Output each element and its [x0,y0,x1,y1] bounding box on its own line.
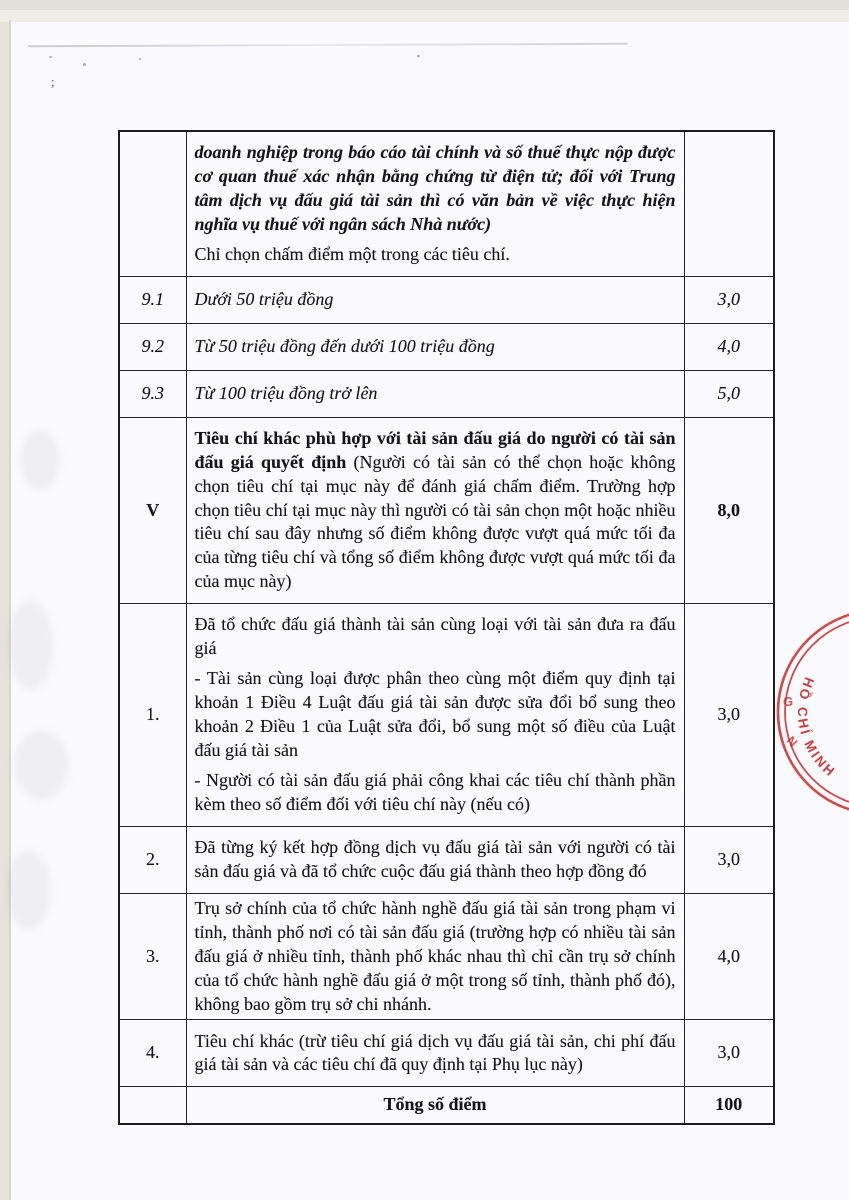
row-number-cell: 9.1 [119,276,186,323]
criteria-text-cell: Từ 50 triệu đồng đến dưới 100 triệu đồng [186,323,684,370]
score-cell: 8,0 [684,417,774,604]
scan-edge-top [0,0,849,10]
criteria-text-cell: Trụ sở chính của tổ chức hành nghề đấu giá tài sản trong phạm vi tỉnh, thành phố nơi có tài sản đấu giá (trường hợp có nhiều tài sản đấu giá ở nhiều tỉnh, thành phố khác nhau thì chỉ cần trụ sở chính của tổ chức hành nghề đấu giá ở một trong số tỉnh, thành phố đó), không bao gồm trụ sở chi nhánh. [186,893,684,1020]
scan-speck [417,55,420,57]
table-row-9-2 [119,323,774,370]
score-cell: 3,0 [684,276,774,323]
total-score-cell: 100 [684,1087,774,1125]
criteria-lead-bold: Tiêu chí khác phù hợp với tài sản đấu giá do người có tài sản đấu giá quyết định [194,427,676,472]
table-row-section-v [119,417,774,604]
criteria-text-cell: Đã từng ký kết hợp đồng dịch vụ đấu giá tài sản với người có tài sản đấu giá và đã tổ chức cuộc đấu giá thành theo hợp đồng đó [186,826,684,893]
score-cell: 3,0 [684,826,774,893]
stamp-inner-letter-n: N [783,733,801,750]
table-row-total [119,1087,774,1125]
scan-speck [139,58,141,60]
table-row-continuation [119,131,774,276]
row-number-cell: 2. [119,826,186,893]
bleedthrough-smudge [20,430,60,490]
criteria-text-cell: Tiêu chí khác (trừ tiêu chí giá dịch vụ đấu giá tài sản, chi phí đấu giá tài sản và các tiêu chí đã quy định tại Phụ lục này) [186,1020,684,1087]
criteria-text-cell: Dưới 50 triệu đồng [186,276,684,323]
row-number-cell: 9.2 [119,323,186,370]
score-cell: 3,0 [684,604,774,827]
table-row-9-1 [119,276,774,323]
row-number-cell: 3. [119,893,186,1020]
row-number-cell: 9.3 [119,370,186,417]
criteria-mixed-paragraph [195,427,676,595]
criteria-text-cell [186,604,684,827]
score-cell: 4,0 [684,893,774,1020]
criteria-table [118,130,775,1125]
criteria-text-cell [186,131,684,276]
row-number-cell [119,1087,186,1125]
criteria-note: Chỉ chọn chấm điểm một trong các tiêu chí. [194,243,510,264]
stray-ink-mark: ; [51,74,55,89]
stamp-arc-text: HỒ CHÍ MINH [794,675,839,781]
row-number-cell: V [119,417,186,604]
score-cell: 5,0 [684,370,774,417]
scan-edge-shadow [9,20,11,1200]
bleedthrough-smudge [6,850,51,930]
bleedthrough-smudge [14,730,69,800]
criteria-text-cell: Từ 100 triệu đồng trở lên [186,370,684,417]
criteria-text-cell [186,417,684,604]
criteria-paragraph: Đã tổ chức đấu giá thành tài sản cùng loại với tài sản đưa ra đấu giá [194,614,676,659]
scan-edge-top-light [0,10,849,22]
table-row-4 [119,1020,774,1087]
table-row-2 [119,826,774,893]
criteria-paragraph: - Tài sản cùng loại được phân theo cùng một điểm quy định tại khoản 1 Điều 4 Luật đấu giá tài sản được sửa đổi bổ sung theo khoản 2 Điều 1 của Luật sửa đổi, bổ sung một số điều của Luật đấu giá tài sản [194,668,676,760]
total-label: Tổng số điểm [186,1087,684,1125]
scan-speck [83,63,86,66]
row-number-cell [119,131,186,276]
criteria-paragraph: - Người có tài sản đấu giá phải công khai các tiêu chí thành phần kèm theo số điểm đối với tiêu chí này (nếu có) [194,769,676,814]
bleedthrough-smudge [8,600,53,690]
scan-speck [49,56,52,58]
criteria-rest-text: (Người có tài sản có thể chọn hoặc không chọn tiêu chí tại mục này để đánh giá chấm điểm. Trường hợp chọn tiêu chí tại mục này thì người có tài sản chọn một hoặc nhiều tiêu chí sau đây nhưng số điểm không được vượt quá mức tối đa của từng tiêu chí và tổng số điểm không được vượt quá mức tối đa của mục này) [194,451,676,592]
score-cell: 3,0 [684,1020,774,1087]
score-cell [684,131,774,276]
table-row-3 [119,893,774,1020]
stamp-inner-letter-g: G [783,694,794,709]
row-number-cell: 1. [119,604,186,827]
row-number-cell: 4. [119,1020,186,1087]
criteria-continuation-text: doanh nghiệp trong báo cáo tài chính và số thuế thực nộp được cơ quan thuế xác nhận bằng chứng từ điện tử; đối với Trung tâm dịch vụ đấu giá tài sản thì có văn bản về việc thực hiện nghĩa vụ thuế với ngân sách Nhà nước) [194,142,676,234]
table-row-9-3 [119,370,774,417]
score-cell: 4,0 [684,323,774,370]
table-row-1 [119,604,774,827]
